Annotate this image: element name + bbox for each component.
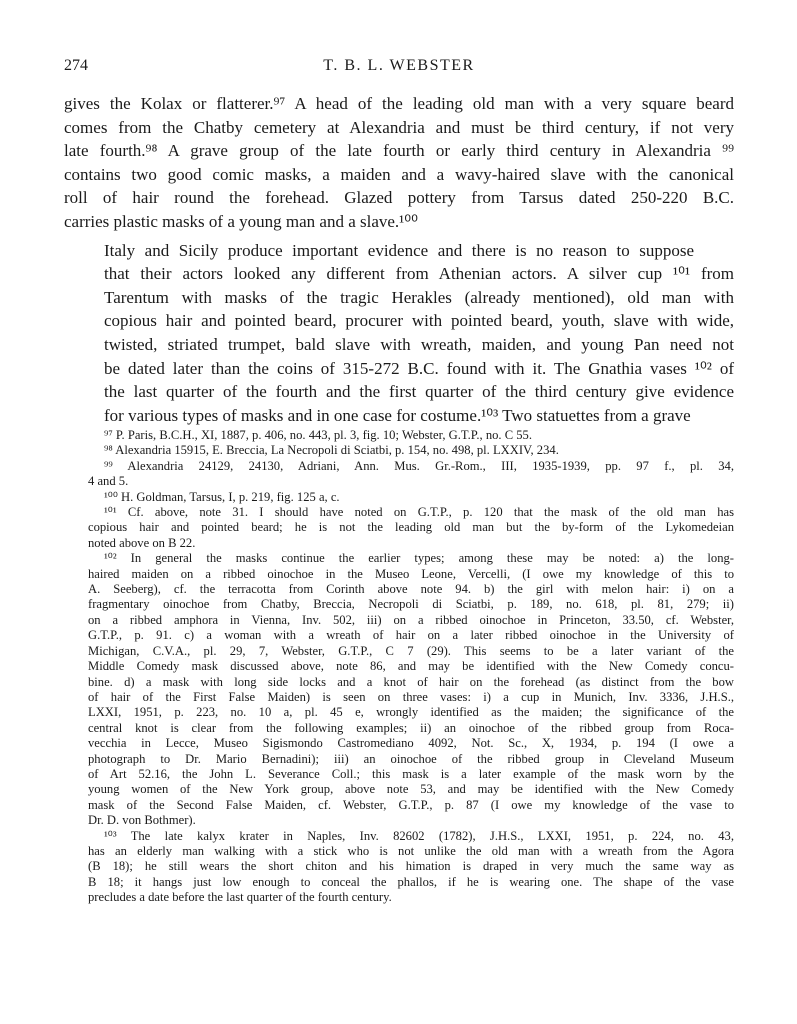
footnote-line: bine. d) a mask with long side locks and a knot of hair on the forehead (as distinct from the bow	[88, 674, 734, 689]
footnote-line: noted above on B 22.	[88, 535, 196, 550]
footnote-line: vecchia in Lecce, Museo Sigismondo Castromediano 4092, Not. Sc., X, 1934, p. 194 (I owe a	[88, 736, 734, 751]
main-text	[64, 92, 734, 427]
footnote-97	[64, 428, 734, 443]
footnote-line: has an elderly man walking with a stick who is not unlike the old man with a wreath from the Agora	[88, 843, 734, 858]
footnote-99	[64, 459, 734, 490]
footnote-line: Dr. D. von Bothmer).	[88, 813, 196, 828]
footnote-98	[64, 443, 734, 458]
footnote-100	[64, 490, 734, 505]
footnote-line: young women of the New York group, above note 53, and may be identified with the New Comedy	[88, 782, 734, 797]
footnote-line: ¹⁰³ The late kalyx krater in Naples, Inv. 82602 (1782), J.H.S., LXXI, 1951, p. 224, no. 43,	[104, 828, 734, 843]
text-line: twisted, striated trumpet, bald slave with wreath, maiden, and young Pan need not	[104, 334, 734, 354]
footnote-line: A. Seeberg), cf. the terracotta from Corinth above note 94. b) the girl with melon hair: i) on a	[88, 582, 734, 597]
footnote-line: LXXI, 1951, p. 223, no. 10 a, pl. 45 e, wrongly identified as the maiden; the significance of the	[88, 705, 734, 720]
text-line: copious hair and pointed beard, procurer with pointed beard, youth, slave with wide,	[104, 311, 734, 331]
footnote-line: haired maiden on a ribbed oinochoe in the Museo Leone, Vercelli, (I owe my knowledge of this to	[88, 566, 734, 581]
running-header	[64, 57, 734, 79]
text-line: be dated later than the coins of 315-272 B.C. found with it. The Gnathia vases ¹⁰² of	[104, 358, 734, 378]
footnote-line: precludes a date before the last quarter of the fourth century.	[88, 890, 392, 905]
text-line: carries plastic masks of a young man and a slave.¹⁰⁰	[64, 211, 418, 231]
footnote-line: copious hair and pointed beard; he is not the leading old man but the by-form of the Lykomedeian	[88, 520, 734, 535]
footnote-102	[64, 551, 734, 828]
text-line: that their actors looked any different from Athenian actors. A silver cup ¹⁰¹ from	[104, 264, 734, 284]
footnote-line: ⁹⁷ P. Paris, B.C.H., XI, 1887, p. 406, no. 443, pl. 3, fig. 10; Webster, G.T.P., no. C 55.	[104, 428, 532, 442]
footnote-line: ⁹⁸ Alexandria 15915, E. Breccia, La Necropoli di Sciatbi, p. 154, no. 498, pl. LXXIV, 234.	[104, 443, 559, 458]
text-line: roll of hair round the forehead. Glazed pottery from Tarsus dated 250-220 B.C.	[64, 188, 734, 208]
footnote-line: of Art 52.16, the John L. Severance Coll.; this mask is a later example of the mask worn by the	[88, 766, 734, 781]
running-title: T. B. L. WEBSTER	[323, 57, 475, 74]
footnote-line: Michigan, C.V.A., pl. 29, 7, Webster, G.T.P., C 7 (29). This seems to be a later variant of the	[88, 643, 734, 658]
footnote-line: central knot is clear from the following examples; ii) an oinochoe of the ribbed group from Roca-	[88, 720, 734, 735]
footnote-line: ¹⁰¹ Cf. above, note 31. I should have noted on G.T.P., p. 120 that the mask of the old man has	[104, 505, 734, 520]
text-line: for various types of masks and in one case for costume.¹⁰³ Two statuettes from a grave	[104, 405, 691, 425]
text-line: Tarentum with masks of the tragic Herakles (already mentioned), old man with	[104, 287, 734, 307]
footnote-line: (B 18); he still wears the short chiton and his himation is draped in very much the same way as	[88, 859, 734, 874]
footnote-line: photograph to Dr. Mario Bernadini); iii) an oinochoe of the ribbed group in Cleveland Museum	[88, 751, 734, 766]
footnote-line: ⁹⁹ Alexandria 24129, 24130, Adriani, Ann. Mus. Gr.-Rom., III, 1935-1939, pp. 97 f., pl. 34,	[104, 458, 734, 473]
footnote-line: B 18; it hangs just low enough to conceal the phallos, if he is wearing one. The shape of the vase	[88, 874, 734, 889]
footnote-line: ¹⁰² In general the masks continue the earlier types; among these may be noted: a) the long-	[104, 551, 734, 566]
paragraph-1	[64, 92, 734, 234]
footnote-101	[64, 505, 734, 551]
text-line: the last quarter of the fourth and the first quarter of the third century give evidence	[104, 382, 734, 402]
footnote-line: Middle Comedy mask discussed above, note 86, and may be identified with the New Comedy concu-	[88, 659, 734, 674]
footnote-line: G.T.P., p. 91. c) a woman with a wreath of hair on a later ribbed oinochoe in the University of	[88, 628, 734, 643]
footnote-line: of hair of the First False Maiden) is seen on three vases: i) a cup in Munich, Inv. 3336, J.H.S.,	[88, 689, 734, 704]
paragraph-2	[64, 239, 734, 428]
footnote-103	[64, 829, 734, 906]
footnote-line: fragmentary oinochoe from Chatby, Breccia, Necropoli di Sciatbi, p. 189, no. 618, pl. 81, 279; ii)	[88, 597, 734, 612]
page-number: 274	[64, 57, 88, 74]
text-line: comes from the Chatby cemetery at Alexandria and must be third century, if not very	[64, 117, 734, 137]
text-line: Italy and Sicily produce important evidence and there is no reason to suppose	[104, 240, 694, 260]
footnote-line: mask of the Second False Maiden, cf. Webster, G.T.P., p. 87 (I owe my knowledge of the vase to	[88, 797, 734, 812]
text-line: gives the Kolax or flatterer.⁹⁷ A head of the leading old man with a very square beard	[64, 94, 734, 113]
footnote-line: ¹⁰⁰ H. Goldman, Tarsus, I, p. 219, fig. 125 a, c.	[104, 489, 340, 504]
footnote-line: 4 and 5.	[88, 474, 129, 489]
footnotes	[64, 428, 734, 906]
text-line: late fourth.⁹⁸ A grave group of the late fourth or early third century in Alexandria ⁹⁹	[64, 141, 734, 161]
footnote-line: on a ribbed amphora in Vienna, Inv. 502, iii) on a ribbed oinochoe in Princeton, 33.50, cf. Webster,	[88, 612, 734, 627]
text-line: contains two good comic masks, a maiden and a wavy-haired slave with the canonical	[64, 164, 734, 184]
